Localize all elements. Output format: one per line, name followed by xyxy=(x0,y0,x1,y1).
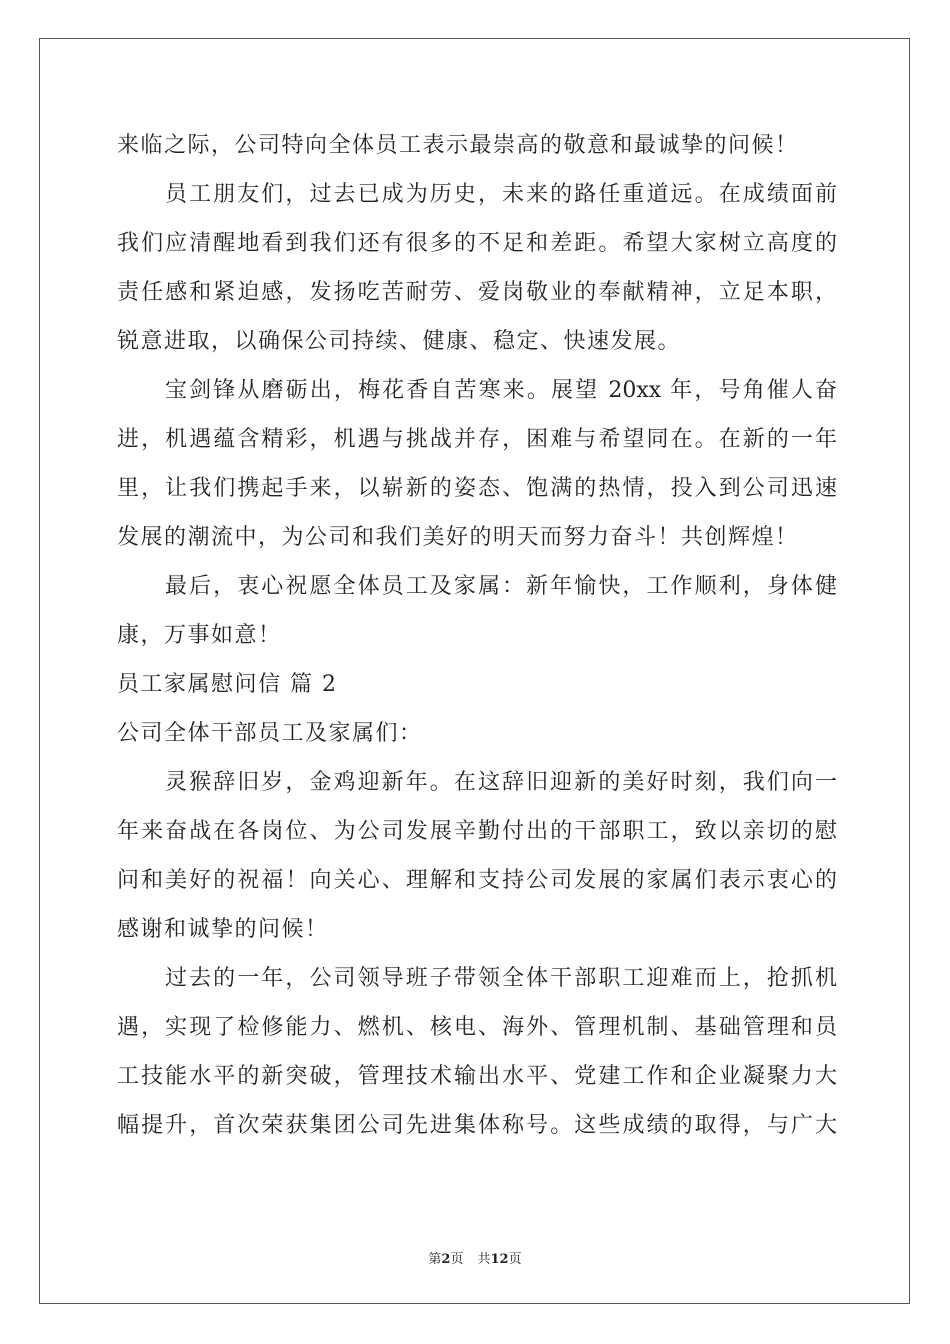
text-line: 感谢和诚挚的问候！ xyxy=(117,917,329,942)
footer-page-suffix: 页 xyxy=(450,1252,464,1267)
text-line: 年来奋战在各岗位、为公司发展辛勤付出的干部职工，致以亲切的慰 xyxy=(117,819,837,844)
text-line: 过去的一年，公司领导班子带领全体干部职工迎难而上，抢抓机 xyxy=(165,966,837,991)
text-line: 员工家属慰问信 篇 2 xyxy=(117,672,338,697)
text-line: 工技能水平的新突破，管理技术输出水平、党建工作和企业凝聚力大 xyxy=(117,1064,837,1089)
text-line: 员工朋友们，过去已成为历史，未来的路任重道远。在成绩面前 xyxy=(165,182,837,207)
text-line: 幅提升，首次荣获集团公司先进集体称号。这些成绩的取得，与广大 xyxy=(117,1113,837,1138)
page-footer xyxy=(0,1248,950,1267)
text-line: 进，机遇蕴含精彩，机遇与挑战并存，困难与希望同在。在新的一年 xyxy=(117,427,837,452)
text-line: 锐意进取，以确保公司持续、健康、稳定、快速发展。 xyxy=(117,329,682,354)
text-line: 责任感和紧迫感，发扬吃苦耐劳、爱岗敬业的奉献精神，立足本职， xyxy=(117,280,837,305)
footer-page-total: 12 xyxy=(490,1252,509,1267)
text-line: 康，万事如意！ xyxy=(117,623,282,648)
footer-page-prefix: 第 xyxy=(428,1252,442,1267)
text-line: 最后，衷心祝愿全体员工及家属：新年愉快，工作顺利，身体健 xyxy=(165,574,837,599)
footer-page-current: 2 xyxy=(441,1252,451,1267)
text-line: 宝剑锋从磨砺出，梅花香自苦寒来。展望 20xx 年，号角催人奋 xyxy=(165,378,837,403)
document-body xyxy=(117,128,837,1157)
text-line: 灵猴辞旧岁，金鸡迎新年。在这辞旧迎新的美好时刻，我们向一 xyxy=(165,770,837,795)
text-line: 问和美好的祝福！向关心、理解和支持公司发展的家属们表示衷心的 xyxy=(117,868,837,893)
text-line: 遇，实现了检修能力、燃机、核电、海外、管理机制、基础管理和员 xyxy=(117,1015,837,1040)
footer-total-prefix: 共 xyxy=(477,1252,491,1267)
text-line: 来临之际，公司特向全体员工表示最崇高的敬意和最诚挚的问候！ xyxy=(117,133,799,158)
text-line: 公司全体干部员工及家属们： xyxy=(117,721,423,746)
text-line: 里，让我们携起手来，以崭新的姿态、饱满的热情，投入到公司迅速 xyxy=(117,476,837,501)
text-line: 发展的潮流中，为公司和我们美好的明天而努力奋斗！共创辉煌！ xyxy=(117,525,799,550)
footer-total-suffix: 页 xyxy=(508,1252,522,1267)
text-line: 我们应清醒地看到我们还有很多的不足和差距。希望大家树立高度的 xyxy=(117,231,837,256)
